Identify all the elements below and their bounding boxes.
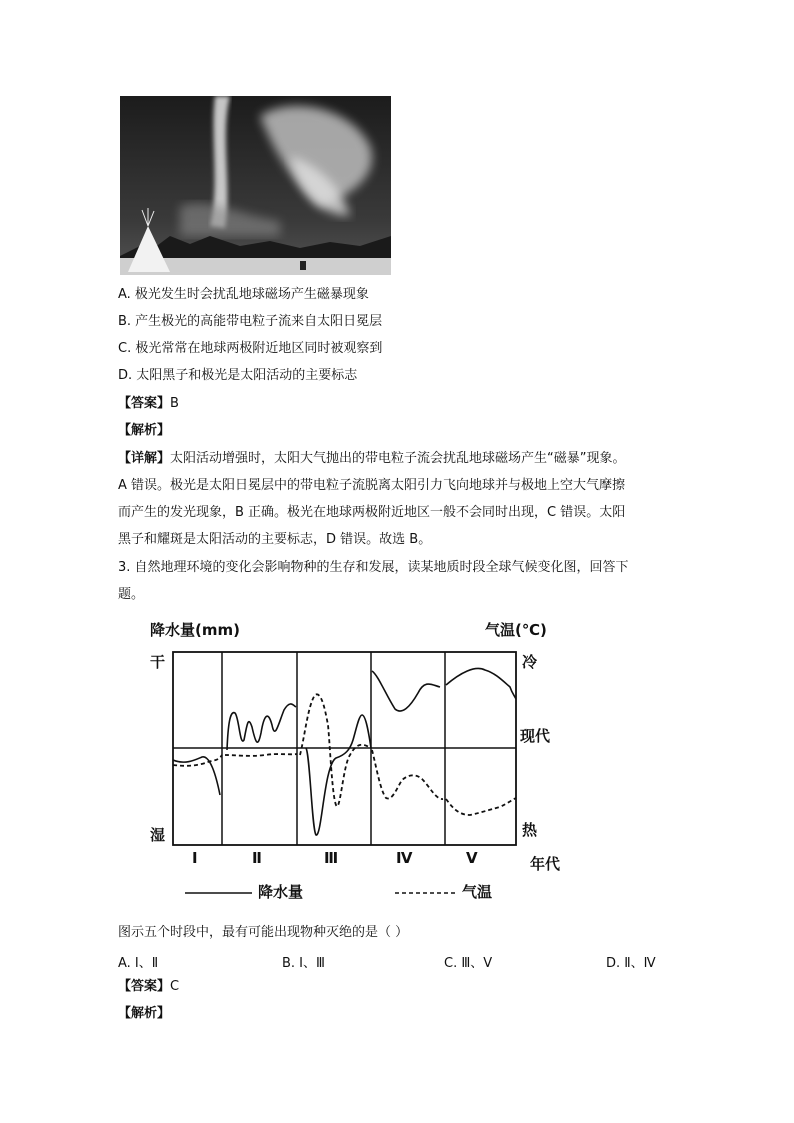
q3-stem-2: 题。: [118, 587, 145, 602]
q3-option-d: D. Ⅱ、Ⅳ: [606, 956, 656, 971]
q3-question: 图示五个时段中，最有可能出现物种灭绝的是（ ）: [118, 925, 409, 940]
detail-line-2: A 错误。极光是太阳日冕层中的带电粒子流脱离太阳引力飞向地球并与极地上空大气摩擦: [118, 478, 626, 493]
option-c: C. 极光常常在地球两极附近地区同时被观察到: [118, 341, 383, 356]
left-axis-title: 降水量(mm): [150, 621, 240, 639]
x-axis-title: 年代: [530, 855, 561, 873]
legend-precip-label: 降水量: [258, 883, 304, 901]
option-d: D. 太阳黑子和极光是太阳活动的主要标志: [118, 368, 358, 383]
right-top-label: 冷: [522, 653, 538, 671]
answer-value: B: [170, 396, 179, 411]
q3-analysis-tag: 【解析】: [118, 1006, 171, 1021]
q3-answer-line: [118, 978, 179, 996]
detail-text-1: 太阳活动增强时，太阳大气抛出的带电粒子流会扰乱地球磁场产生“磁暴”现象。: [170, 451, 626, 466]
q3-answer-value: C: [170, 979, 180, 994]
q3-option-a: A. Ⅰ、Ⅱ: [118, 956, 159, 971]
right-bottom-label: 热: [522, 821, 538, 839]
left-top-label: 干: [150, 653, 166, 671]
period-label-1: Ⅰ: [192, 849, 198, 867]
climate-chart: [140, 615, 580, 905]
temp-curve: [173, 694, 516, 815]
detail-line-4: 黑子和耀斑是太阳活动的主要标志，D 错误。故选 B。: [118, 532, 432, 547]
detail-line-3: 而产生的发光现象，B 正确。极光在地球两极附近地区一般不会同时出现，C 错误。太阳: [118, 505, 626, 520]
precip-curve: [173, 668, 516, 835]
q3-options: [118, 952, 666, 970]
left-bottom-label: 湿: [150, 826, 166, 844]
period-label-3: Ⅲ: [324, 849, 339, 867]
period-label-4: Ⅳ: [396, 849, 413, 867]
period-label-5: Ⅴ: [466, 849, 478, 867]
q3-option-b: B. Ⅰ、Ⅲ: [282, 956, 325, 971]
right-mid-label: 现代: [520, 727, 551, 745]
detail-line-1: [118, 450, 626, 468]
right-axis-title: 气温(℃): [485, 621, 547, 639]
legend-temp-label: 气温: [462, 883, 493, 901]
q3-option-c: C. Ⅲ、Ⅴ: [444, 956, 493, 971]
option-b: B. 产生极光的高能带电粒子流来自太阳日冕层: [118, 314, 383, 329]
period-label-2: Ⅱ: [252, 849, 262, 867]
aurora-photo: [120, 96, 391, 275]
q3-answer-tag: 【答案】: [118, 979, 171, 994]
answer-line: [118, 395, 179, 413]
option-a: A. 极光发生时会扰乱地球磁场产生磁暴现象: [118, 287, 369, 302]
analysis-tag: 【解析】: [118, 423, 171, 438]
detail-tag: 【详解】: [118, 451, 171, 466]
q3-stem-1: 3. 自然地理环境的变化会影响物种的生存和发展，读某地质时段全球气候变化图，回答下: [118, 560, 629, 575]
answer-tag: 【答案】: [118, 396, 171, 411]
